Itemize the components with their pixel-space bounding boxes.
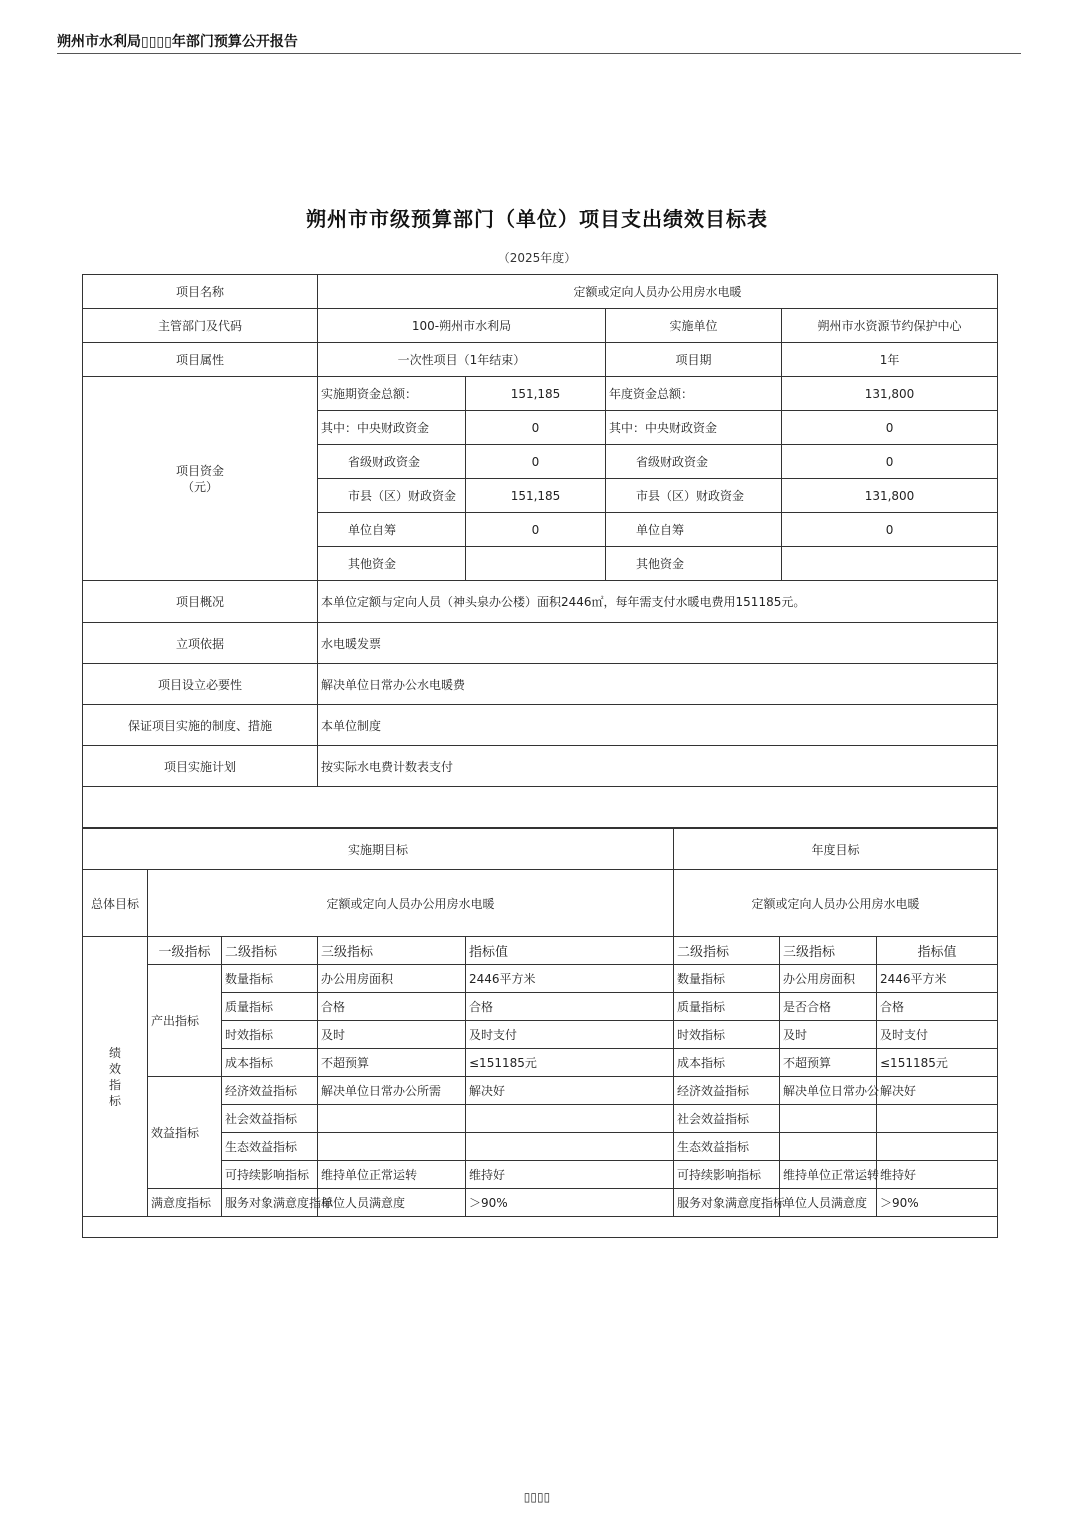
impl-unit-label: 实施单位 [606,309,782,343]
table-row [83,1077,998,1105]
row-level3-annual [780,1105,877,1133]
row-level2-annual: 可持续影响指标 [674,1161,780,1189]
dept-value: 100-朔州市水利局 [318,309,606,343]
row-level3: 单位人员满意度 [318,1189,466,1217]
guarantee-label: 保证项目实施的制度、措施 [83,705,318,746]
report-header: 朔州市水利局▯▯▯▯年部门预算公开报告 [57,34,298,50]
attr-label: 项目属性 [83,343,318,377]
row-level2: 可持续影响指标 [222,1161,318,1189]
funds-label-line2: （元） [181,479,218,494]
row-value-annual: 2446平方米 [877,965,998,993]
table-row [83,343,998,377]
header-level2-annual: 二级指标 [674,937,780,965]
central-label: 其中：中央财政资金 [318,411,466,445]
perf-side-char: 标 [108,1093,121,1108]
plan-value: 按实际水电费计数表支付 [318,746,998,787]
table-row [83,275,998,309]
project-name-value: 定额或定向人员办公用房水电暖 [318,275,998,309]
group-output: 产出指标 [148,965,222,1077]
annual-central-value: 0 [782,411,998,445]
row-level3: 办公用房面积 [318,965,466,993]
annual-county-value: 131,800 [782,479,998,513]
annual-provincial-value: 0 [782,445,998,479]
row-value-annual: 解决好 [877,1077,998,1105]
header-level1: 一级指标 [148,937,222,965]
impl-unit-value: 朔州市水资源节约保护中心 [782,309,998,343]
total-value: 151,185 [466,377,606,411]
row-level2: 数量指标 [222,965,318,993]
annual-central-label: 其中：中央财政资金 [606,411,782,445]
row-level2: 时效指标 [222,1021,318,1049]
table-row [83,664,998,705]
row-level2-annual: 成本指标 [674,1049,780,1077]
annual-total-value: 131,800 [782,377,998,411]
row-level3: 不超预算 [318,1049,466,1077]
row-value: 解决好 [466,1077,674,1105]
row-level2-annual: 质量指标 [674,993,780,1021]
annual-self-label: 单位自筹 [606,513,782,547]
central-value: 0 [466,411,606,445]
funds-label-line1: 项目资金 [175,463,224,478]
row-level2-annual: 生态效益指标 [674,1133,780,1161]
overview-value: 本单位定额与定向人员（神头泉办公楼）面积2446㎡，每年需支付水暖电费用151185元。 [318,581,998,623]
self-value: 0 [466,513,606,547]
total-label: 实施期资金总额： [318,377,466,411]
row-level3-annual: 办公用房面积 [780,965,877,993]
row-level3-annual: 解决单位日常办公 [780,1077,877,1105]
table-row [83,746,998,787]
row-value: 维持好 [466,1161,674,1189]
row-level3 [318,1133,466,1161]
row-value: 及时支付 [466,1021,674,1049]
table-row [83,581,998,623]
row-value: ＞90% [466,1189,674,1217]
row-level2-annual: 服务对象满意度指标 [674,1189,780,1217]
table-row [83,870,998,937]
row-level3-annual: 不超预算 [780,1049,877,1077]
period-value: 1年 [782,343,998,377]
annual-provincial-label: 省级财政资金 [606,445,782,479]
basis-label: 立项依据 [83,623,318,664]
annual-goal-header: 年度目标 [674,829,998,870]
row-level2-annual: 社会效益指标 [674,1105,780,1133]
performance-table [82,936,998,1238]
table-row [83,377,998,411]
necessity-label: 项目设立必要性 [83,664,318,705]
blank-row [83,1217,998,1238]
funds-label [83,377,318,581]
header-level3: 三级指标 [318,937,466,965]
page-subtitle: （2025年度） [497,251,577,265]
perf-side-char: 绩 [108,1045,121,1060]
row-value: ≤151185元 [466,1049,674,1077]
project-name-label: 项目名称 [83,275,318,309]
group-satisfaction: 满意度指标 [148,1189,222,1217]
row-level3-annual: 是否合格 [780,993,877,1021]
other-value [466,547,606,581]
blank-row [83,787,998,828]
project-info-table [82,274,998,828]
table-row [83,829,998,870]
table-row [83,1189,998,1217]
header-level3-annual: 三级指标 [780,937,877,965]
row-level3: 解决单位日常办公所需 [318,1077,466,1105]
row-value: 2446平方米 [466,965,674,993]
impl-goal-value: 定额或定向人员办公用房水电暖 [148,870,674,937]
row-level2-annual: 时效指标 [674,1021,780,1049]
row-level2-annual: 数量指标 [674,965,780,993]
row-level3-annual [780,1133,877,1161]
annual-self-value: 0 [782,513,998,547]
row-level2: 质量指标 [222,993,318,1021]
row-level3: 维持单位正常运转 [318,1161,466,1189]
row-level3: 合格 [318,993,466,1021]
row-value-annual: 及时支付 [877,1021,998,1049]
table-row [83,787,998,828]
row-level2: 经济效益指标 [222,1077,318,1105]
impl-goal-header: 实施期目标 [83,829,674,870]
row-value-annual: 合格 [877,993,998,1021]
group-benefit: 效益指标 [148,1077,222,1189]
plan-label: 项目实施计划 [83,746,318,787]
row-level3 [318,1105,466,1133]
row-value-annual [877,1105,998,1133]
table-row [83,623,998,664]
row-value-annual [877,1133,998,1161]
header-value-annual: 指标值 [877,937,998,965]
annual-other-label: 其他资金 [606,547,782,581]
row-level3-annual: 维持单位正常运转 [780,1161,877,1189]
provincial-value: 0 [466,445,606,479]
row-value-annual: ＞90% [877,1189,998,1217]
row-level2: 服务对象满意度指标 [222,1189,318,1217]
necessity-value: 解决单位日常办公水电暖费 [318,664,998,705]
row-value [466,1105,674,1133]
annual-other-value [782,547,998,581]
overview-label: 项目概况 [83,581,318,623]
table-row [83,1217,998,1238]
county-label: 市县（区）财政资金 [318,479,466,513]
period-label: 项目期 [606,343,782,377]
annual-county-label: 市县（区）财政资金 [606,479,782,513]
overall-goal-label: 总体目标 [83,870,148,937]
row-level3: 及时 [318,1021,466,1049]
row-level3-annual: 及时 [780,1021,877,1049]
table-row [83,309,998,343]
table-row [83,705,998,746]
self-label: 单位自筹 [318,513,466,547]
annual-total-label: 年度资金总额： [606,377,782,411]
row-level2: 社会效益指标 [222,1105,318,1133]
row-level2: 成本指标 [222,1049,318,1077]
annual-goal-value: 定额或定向人员办公用房水电暖 [674,870,998,937]
row-value-annual: ≤151185元 [877,1049,998,1077]
row-value: 合格 [466,993,674,1021]
page-title: 朔州市市级预算部门（单位）项目支出绩效目标表 [306,207,768,231]
dept-label: 主管部门及代码 [83,309,318,343]
perf-side-char: 效 [108,1061,121,1076]
row-value [466,1133,674,1161]
provincial-label: 省级财政资金 [318,445,466,479]
header-value: 指标值 [466,937,674,965]
page-number: ▯▯▯▯ [523,1490,551,1504]
header-level2: 二级指标 [222,937,318,965]
attr-value: 一次性项目（1年结束） [318,343,606,377]
basis-value: 水电暖发票 [318,623,998,664]
perf-side-char: 指 [108,1077,121,1092]
row-value-annual: 维持好 [877,1161,998,1189]
goals-table [82,828,998,937]
header-divider [57,53,1021,54]
row-level2: 生态效益指标 [222,1133,318,1161]
guarantee-value: 本单位制度 [318,705,998,746]
county-value: 151,185 [466,479,606,513]
table-row [83,965,998,993]
table-row [83,937,998,965]
row-level3-annual: 单位人员满意度 [780,1189,877,1217]
row-level2-annual: 经济效益指标 [674,1077,780,1105]
other-label: 其他资金 [318,547,466,581]
perf-side-label [83,937,148,1217]
